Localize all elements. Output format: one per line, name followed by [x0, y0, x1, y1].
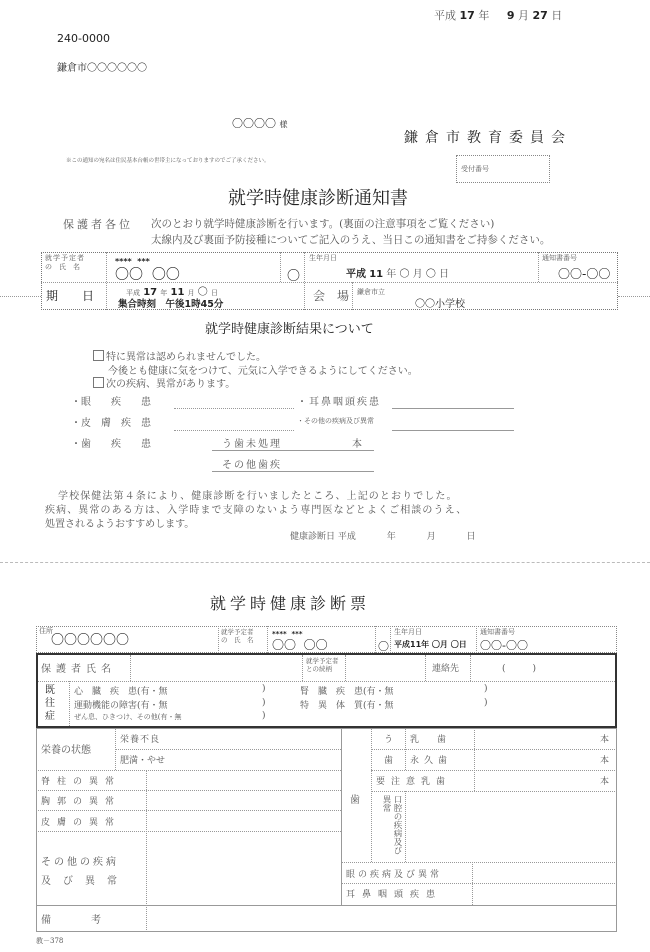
other-disease-label-1: その他の疾病 — [41, 857, 119, 868]
history-asthma-close: ) — [262, 711, 266, 721]
option-no-abnormality-note: 今後とも健康に気をつけて、元気に入学できるようにしてください。 — [108, 366, 418, 377]
result-other: ・その他の疾病及び異常 — [297, 417, 374, 425]
birth-year: 11 — [369, 269, 384, 280]
notice-title: 就学時健康診断通知書 — [228, 188, 408, 209]
venue-prefix: 鎌倉市立 — [357, 288, 385, 296]
result-eye: ・眼 疾 患 — [71, 397, 151, 408]
relation-label — [306, 657, 339, 673]
checkbox-no-abnormality[interactable] — [93, 350, 104, 361]
date-day: 27 — [532, 9, 548, 22]
teeth-label: 歯 — [350, 795, 360, 806]
watch-teeth-label: 要注意乳歯 — [376, 777, 452, 787]
caries-label-2: 歯 — [384, 756, 394, 766]
history-heart-close: ) — [262, 684, 266, 694]
venue-name: 〇〇小学校 — [415, 299, 465, 310]
notice-line-2: 太線内及び裏面予防接種についてご記入のうえ、当日この通知書をご持参ください。 — [151, 234, 551, 246]
issuer: 鎌倉市教育委員会 — [404, 130, 572, 146]
relation-label-line2: との続柄 — [306, 665, 332, 673]
history-kidney: 腎 臓 疾 患(有・無 — [300, 687, 394, 697]
result-skin-line[interactable] — [174, 430, 294, 431]
results-title: 就学時健康診断結果について — [205, 322, 374, 337]
form-birth-label: 生年月日 — [394, 628, 422, 636]
contact-field[interactable]: ( ) — [502, 664, 537, 674]
skin-label: 皮膚の異常 — [41, 818, 122, 828]
result-caries-line[interactable] — [212, 450, 374, 451]
malnutrition-label: 栄養不良 — [120, 735, 161, 745]
result-para-2: 疾病、異常のある方は、入学時まで支障のないよう専門医などとよくご相談のうえ、 — [45, 505, 468, 516]
form-address: 〇〇〇〇〇〇 — [51, 633, 130, 648]
salutation: 保護者各位 — [63, 218, 133, 231]
nutrition-label: 栄養の状態 — [41, 745, 91, 756]
history-idiosyncrasy: 特 異 体 質(有・無 — [300, 701, 394, 711]
oral-label: 口腔の疾病及び異常 — [381, 795, 402, 855]
history-label: 既往症 — [45, 685, 55, 722]
receipt-number-box[interactable] — [456, 155, 550, 183]
venue-label: 会 場 — [313, 289, 350, 303]
spine-label: 脊柱の異常 — [41, 777, 122, 787]
baby-teeth-unit: 本 — [600, 735, 610, 745]
form-birth: 平成11年 〇月 〇日 — [394, 640, 467, 649]
exam-date-label: 期 日 — [46, 289, 95, 303]
address-note: ※この通知の宛名は住民基本台帳の世帯主になっておりますのでご了承ください。 — [66, 158, 270, 164]
student-name-kana: **** *** — [115, 257, 150, 266]
result-other-dental: その他歯疾 — [222, 460, 282, 471]
result-para-3: 処置されるようおすすめします。 — [45, 519, 195, 530]
honorific: 様 — [279, 120, 288, 129]
form-name: 〇〇 〇〇 — [272, 638, 328, 652]
student-sex: 〇 — [287, 269, 301, 284]
date-year-unit: 年 — [478, 9, 490, 22]
eye-disease-label: 眼の疾病及び異常 — [346, 870, 443, 880]
obesity-label: 肥満・やせ — [120, 756, 166, 766]
option-abnormality[interactable] — [93, 375, 235, 390]
result-caries: う歯未処理 — [222, 439, 282, 450]
exam-month-unit: 月 — [187, 289, 195, 297]
form-code: 教－378 — [36, 937, 64, 945]
result-ent-line[interactable] — [392, 408, 514, 409]
date-era: 平成 — [434, 9, 456, 22]
exam-date-line — [290, 529, 476, 542]
birth-era: 平成 — [346, 269, 366, 280]
form-title: 就学時健康診断票 — [210, 594, 371, 613]
form-name-label-line2: の 氏 名 — [221, 636, 254, 644]
history-idiosyncrasy-close: ) — [484, 698, 488, 708]
guardian-name-field[interactable] — [131, 680, 301, 681]
option-abnormality-label: 次の疾病、異常があります。 — [106, 379, 236, 390]
addressee-name: 〇〇〇〇 — [232, 117, 276, 130]
result-other-dental-line[interactable] — [212, 471, 374, 472]
date-year: 17 — [459, 9, 475, 22]
meeting-time: 集合時刻 午後1時45分 — [118, 299, 224, 310]
guardian-name-label: 保護者氏名 — [41, 664, 116, 675]
birth-label: 生年月日 — [309, 254, 337, 262]
exam-date-month: 月 — [426, 532, 436, 542]
baby-teeth-label: 乳 歯 — [410, 735, 447, 745]
form-notice-number-label: 通知書番号 — [480, 628, 515, 636]
history-kidney-close: ) — [484, 684, 488, 694]
ent-disease-label: 耳鼻咽頭疾患 — [346, 890, 443, 900]
result-eye-line[interactable] — [174, 408, 294, 409]
exam-date-prefix: 健康診断日 平成 — [290, 532, 356, 542]
history-heart: 心 臓 疾 患(有・無 — [74, 687, 168, 697]
date-month: 9 — [506, 9, 515, 22]
form-name-label-line1: 就学予定者 — [221, 628, 254, 636]
exam-date-year: 年 — [386, 532, 396, 542]
relation-label-line1: 就学予定者 — [306, 657, 339, 665]
permanent-teeth-unit: 本 — [600, 756, 610, 766]
result-caries-unit: 本 — [352, 439, 362, 450]
name-label-line2: の 氏 名 — [45, 263, 80, 271]
permanent-teeth-label: 永久歯 — [410, 756, 453, 766]
notice-name-label — [45, 254, 85, 272]
date-day-unit: 日 — [551, 9, 563, 22]
form-name-label — [221, 628, 254, 644]
result-ent: ・耳鼻咽頭疾患 — [297, 397, 381, 408]
history-asthma: ぜん息、ひきつけ、その他(有・無 — [74, 713, 182, 721]
exam-day: 〇 — [197, 287, 208, 298]
form-name-kana: **** *** — [272, 630, 303, 638]
date-month-unit: 月 — [517, 9, 529, 22]
exam-year: 17 — [143, 287, 158, 298]
recipient-address: 鎌倉市〇〇〇〇〇〇 — [57, 63, 147, 74]
receipt-number-label: 受付番号 — [461, 165, 489, 173]
birth-day-unit: 日 — [439, 269, 450, 280]
form-notice-number: 〇〇-〇〇 — [480, 639, 528, 652]
birth-date — [346, 265, 449, 280]
chest-label: 胸郭の異常 — [41, 797, 122, 807]
result-dental: ・歯 疾 患 — [71, 439, 151, 450]
exam-date-day: 日 — [466, 532, 476, 542]
birth-year-unit: 年 — [386, 269, 397, 280]
postal-code: 240-0000 — [57, 32, 110, 45]
history-motor-close: ) — [262, 698, 266, 708]
birth-month: 〇 — [399, 269, 410, 280]
issue-date — [434, 7, 562, 23]
other-disease-label-2: 及び異常 — [41, 876, 129, 887]
option-no-abnormality-label: 特に異常は認められませんでした。 — [106, 352, 266, 363]
form-sex: 〇 — [378, 640, 389, 653]
option-no-abnormality[interactable] — [93, 348, 266, 363]
name-label-line1: 就学予定者 — [45, 254, 85, 262]
exam-era: 平成 — [126, 289, 140, 297]
contact-label: 連絡先 — [432, 664, 460, 674]
caries-label-1: う — [384, 735, 394, 745]
notice-number-label: 通知書番号 — [542, 254, 577, 262]
checkbox-abnormality[interactable] — [93, 377, 104, 388]
result-other-line[interactable] — [392, 430, 514, 431]
history-motor: 運動機能の障害(有・無 — [74, 701, 168, 711]
form-address-label: 住所 — [39, 627, 53, 635]
notice-number: 〇〇-〇〇 — [558, 267, 611, 281]
exam-day-unit: 日 — [210, 289, 218, 297]
birth-day: 〇 — [425, 269, 436, 280]
exam-year-unit: 年 — [160, 289, 168, 297]
watch-teeth-unit: 本 — [600, 777, 610, 787]
exam-month: 11 — [170, 287, 185, 298]
cut-line — [0, 562, 650, 563]
student-name: 〇〇 〇〇 — [115, 267, 180, 283]
notice-line-1: 次のとおり就学時健康診断を行います。(裏面の注意事項をご覧ください) — [151, 218, 495, 230]
addressee — [232, 115, 288, 131]
result-para-1: 学校保健法第４条により、健康診断を行いましたところ、上記のとおりでした。 — [58, 491, 458, 502]
remarks-label: 備 考 — [41, 915, 101, 926]
result-skin: ・皮 膚 疾 患 — [71, 418, 151, 429]
birth-month-unit: 月 — [412, 269, 423, 280]
